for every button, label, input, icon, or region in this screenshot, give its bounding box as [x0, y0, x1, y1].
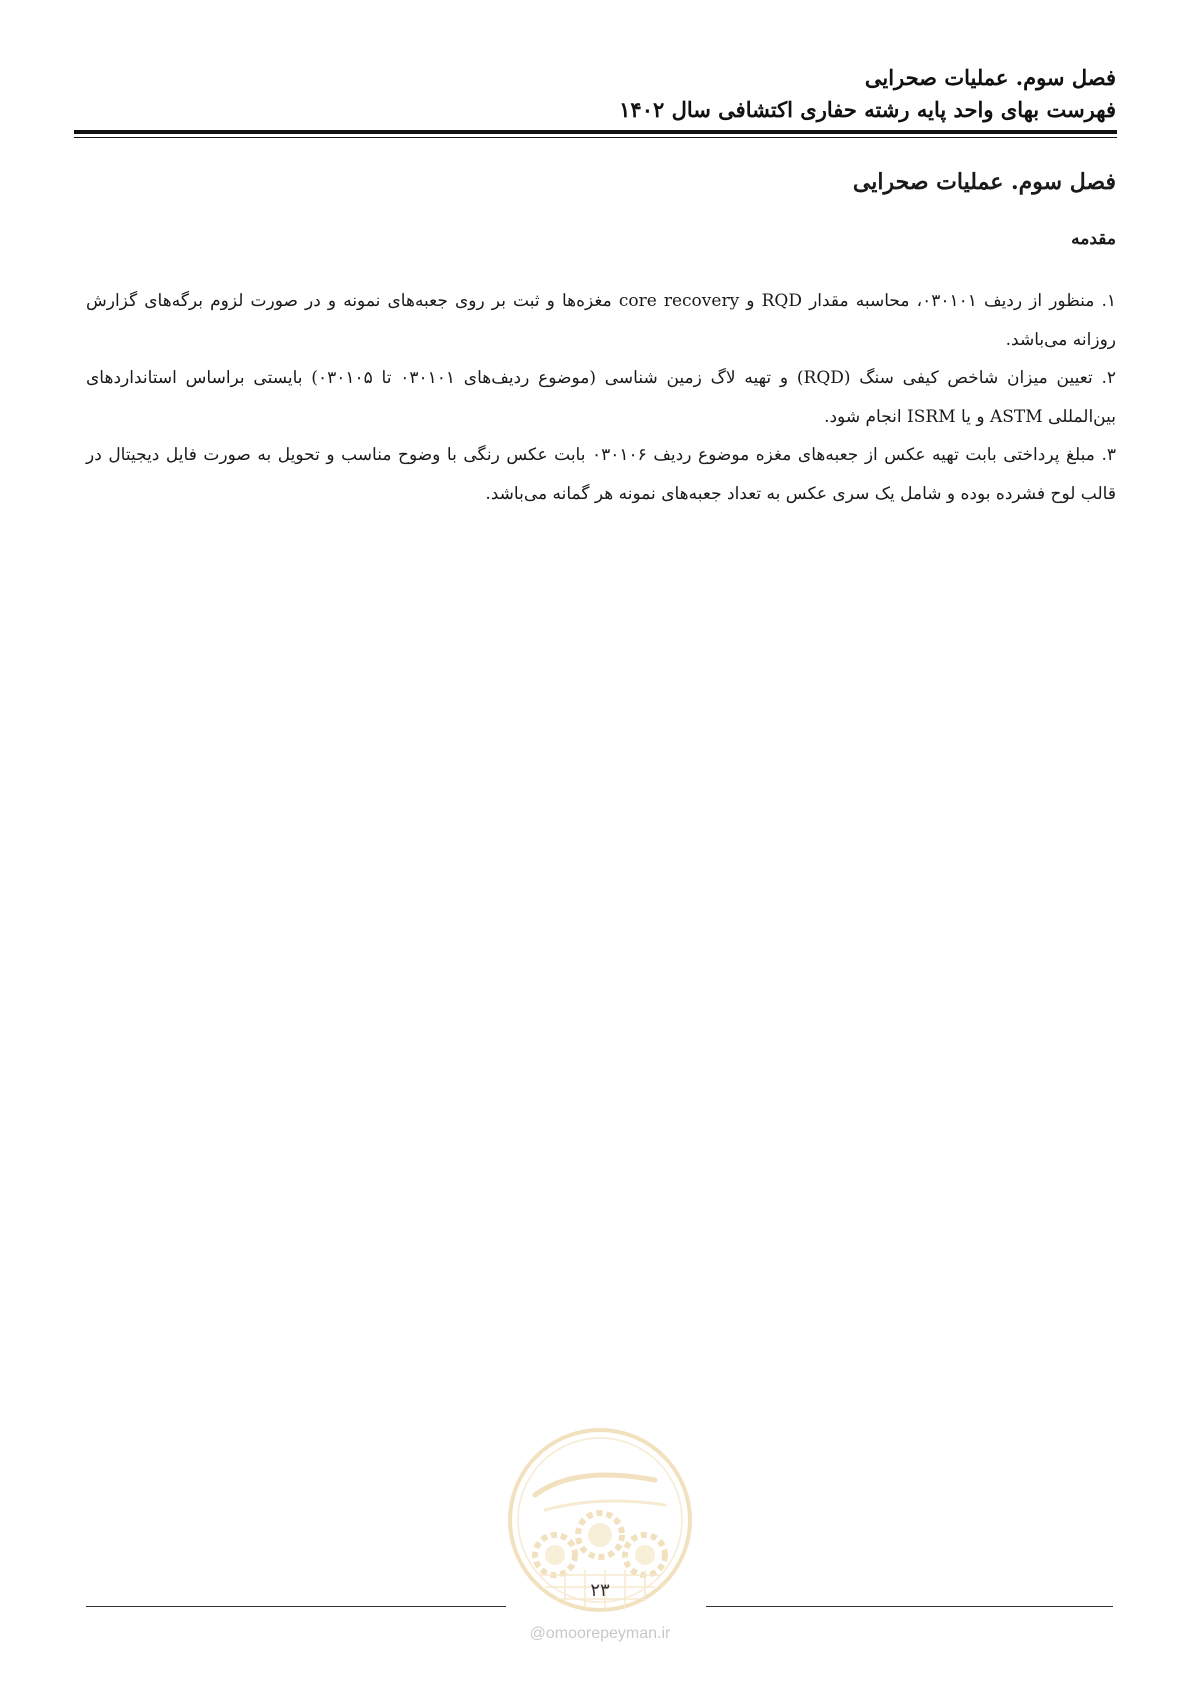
- paragraph-2: ۲. تعیین میزان شاخص کیفی سنگ (RQD) و تهیه لاگ زمین شناسی (موضوع ردیف‌های ۰۳۰۱۰۱ تا ۰۳۰۱۰۵) بایستی براساس استانداردهای بین‌المللی ASTM و یا ISRM انجام شود.: [86, 368, 1116, 427]
- intro-heading: مقدمه: [1071, 229, 1116, 249]
- footer-rule-right: [706, 1606, 1113, 1607]
- header-rule-thick: [74, 130, 1117, 134]
- footer-rule-left: [86, 1606, 506, 1607]
- site-watermark-text: @omoorepeyman.ir: [529, 1625, 671, 1642]
- header-rule-thin: [74, 137, 1117, 138]
- header-document-title: فهرست بهای واحد پایه رشته حفاری اکتشافی سال ۱۴۰۲: [619, 97, 1116, 122]
- paragraph-1: ۱. منظور از ردیف ۰۳۰۱۰۱، محاسبه مقدار RQD و core recovery مغزه‌ها و ثبت بر روی جعبه‌های نمونه و در صورت لزوم برگه‌های گزارش روزانه می‌باشد.: [86, 291, 1117, 350]
- section-title: فصل سوم. عملیات صحرایی: [852, 169, 1116, 195]
- page-number: ۲۳: [590, 1580, 610, 1601]
- body-paragraphs: [86, 282, 1116, 513]
- running-header: [76, 62, 1116, 126]
- header-chapter-title: فصل سوم. عملیات صحرایی: [864, 65, 1116, 90]
- paragraph-3: ۳. مبلغ پرداختی بابت تهیه عکس از جعبه‌های مغزه موضوع ردیف ۰۳۰۱۰۶ بابت عکس رنگی با وضوح مناسب و تحویل به صورت فایل دیجیتال در قالب لوح فشرده بوده و شامل یک سری عکس به تعداد جعبه‌های نمونه هر گمانه می‌باشد.: [86, 445, 1116, 504]
